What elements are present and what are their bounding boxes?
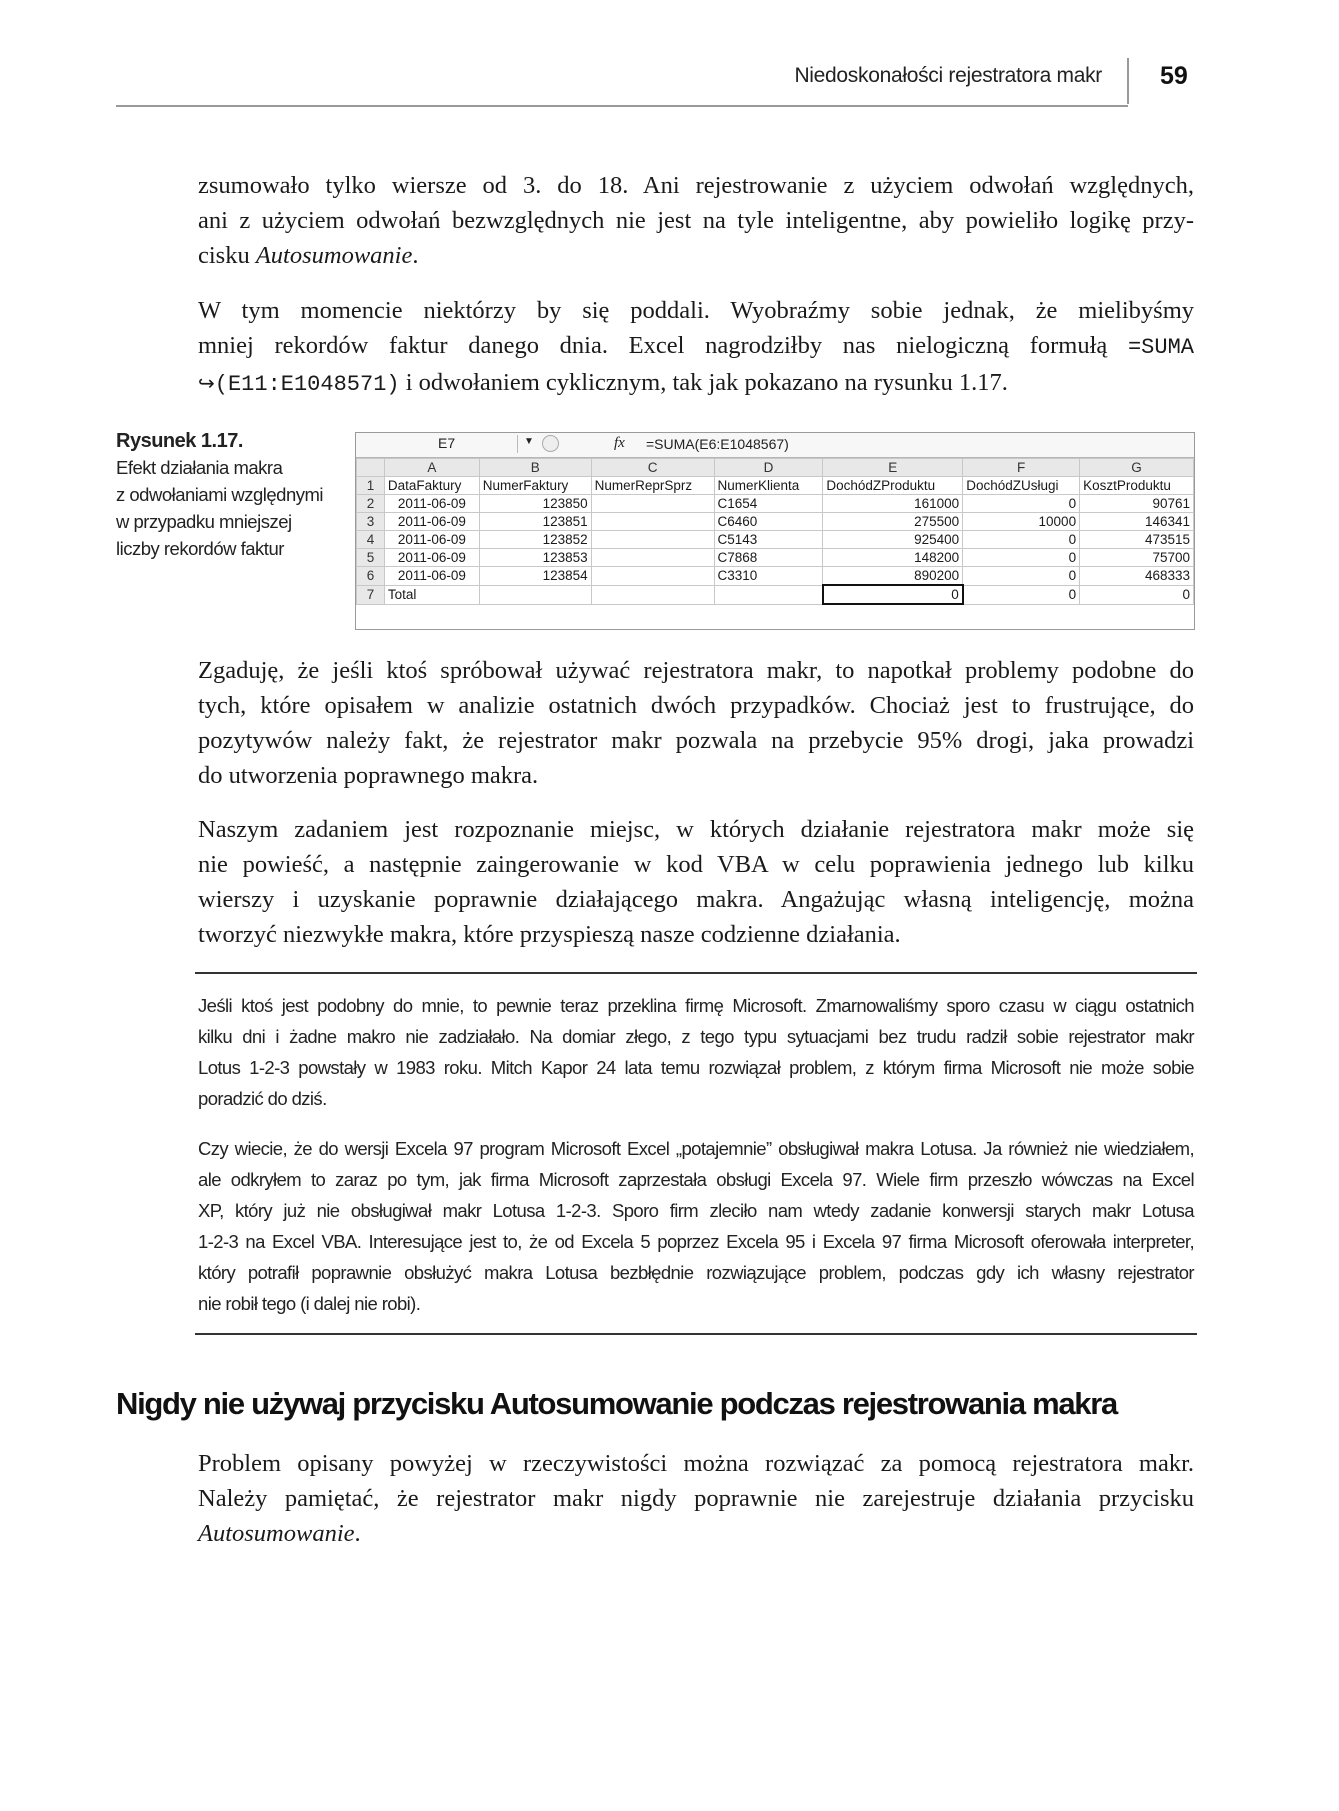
row-header: 6 (357, 567, 385, 586)
table-row (357, 531, 1194, 549)
note-line: nie robił tego (i dalej nie robi). (198, 1293, 421, 1314)
figure-number: Rysunek 1.17. (116, 430, 243, 452)
column-header: G (1080, 459, 1194, 477)
caption-line: z odwołaniami względnymi (116, 484, 324, 505)
table-cell: 0 (963, 567, 1080, 586)
note-paragraph-2 (198, 1133, 1194, 1319)
code-formula: =SUMA (1127, 335, 1194, 360)
paragraph-line: wierszy i uzyskanie poprawnie działającego makra. Angażując własną inteligencję, można (198, 886, 1194, 913)
note-bottom-rule (195, 1333, 1197, 1335)
active-cell: 0 (823, 585, 963, 604)
table-cell (591, 513, 714, 531)
table-cell: 161000 (823, 495, 963, 513)
autosum-term: Autosumowanie (198, 1520, 355, 1547)
page-number: 59 (1160, 62, 1188, 90)
table-cell: 2011-06-09 (384, 531, 479, 549)
paragraph-line: tych, które opisałem w analizie ostatnich dwóch przypadków. Chociaż jest to frustrujące, do (198, 692, 1194, 719)
row-header: 3 (357, 513, 385, 531)
table-row (357, 567, 1194, 586)
table-cell: 2011-06-09 (384, 549, 479, 567)
table-cell: C6460 (714, 513, 823, 531)
table-cell: 2011-06-09 (384, 495, 479, 513)
paragraph-line: Zgaduję, że jeśli ktoś spróbował używać rejestratora makr, to napotkał problemy podobne do (198, 657, 1194, 684)
caption-line: Efekt działania makra (116, 457, 283, 478)
paragraph-1 (198, 168, 1194, 273)
paragraph-line: tworzyć niezwykłe makra, które przyspieszą nasze codzienne działania. (198, 921, 901, 948)
note-line: Jeśli ktoś jest podobny do mnie, to pewnie teraz przeklina firmę Microsoft. Zmarnowaliśmy sporo czasu w ciągu ostatnich (198, 995, 1194, 1016)
table-cell: 473515 (1080, 531, 1194, 549)
column-header: D (714, 459, 823, 477)
row-header: 5 (357, 549, 385, 567)
table-cell: 123854 (479, 567, 591, 586)
table-cell (479, 585, 591, 604)
table-cell: KosztProduktu (1080, 477, 1194, 495)
header-divider (1127, 58, 1129, 104)
paragraph-line: pozytywów należy fakt, że rejestrator makr pozwala na przebycie 95% drogi, jaka prowadzi (198, 727, 1194, 754)
table-cell: 275500 (823, 513, 963, 531)
note-line: ale odkryłem to zaraz po tym, jak firma Microsoft zaprzestała obsługi Excela 97. Wiele firm przeszło wówczas na Excel (198, 1169, 1194, 1190)
table-cell: DataFaktury (384, 477, 479, 495)
paragraph-line: Naszym zadaniem jest rozpoznanie miejsc, w których działanie rejestratora makr może się (198, 816, 1194, 843)
chevron-down-icon: ▼ (524, 436, 534, 447)
table-cell: 925400 (823, 531, 963, 549)
paragraph-2 (198, 293, 1194, 402)
table-cell: 146341 (1080, 513, 1194, 531)
table-cell: 890200 (823, 567, 963, 586)
note-line: Czy wiecie, że do wersji Excela 97 program Microsoft Excel „potajemnie” obsługiwał makra Lotusa. Ja również nie wiedziałem, (198, 1138, 1194, 1159)
note-paragraph-1 (198, 990, 1194, 1114)
table-cell: 123851 (479, 513, 591, 531)
formula-bar (356, 433, 1194, 458)
note-line: 1-2-3 na Excel VBA. Interesujące jest to, że od Excela 5 poprzez Excela 95 i Excela 97 firma Microsoft oferowała interpreter, (198, 1231, 1194, 1252)
paragraph-line: ani z użyciem odwołań bezwzględnych nie jest na tyle inteligentne, aby powieliło logikę przy- (198, 207, 1194, 234)
table-cell: C5143 (714, 531, 823, 549)
table-row (357, 585, 1194, 604)
table-cell: DochódZProduktu (823, 477, 963, 495)
paragraph-3 (198, 653, 1194, 793)
select-all-corner (357, 459, 385, 477)
caption-line: liczby rekordów faktur (116, 538, 284, 559)
table-cell: NumerKlienta (714, 477, 823, 495)
note-line: poradzić do dziś. (198, 1088, 327, 1109)
paragraph-line: cisku Autosumowanie. (198, 242, 419, 269)
table-cell: 0 (963, 585, 1080, 604)
table-cell: 123853 (479, 549, 591, 567)
note-top-rule (195, 972, 1197, 974)
table-cell: 148200 (823, 549, 963, 567)
table-cell: 123850 (479, 495, 591, 513)
name-box: E7 (368, 435, 518, 453)
figure-caption (116, 428, 336, 562)
row-header: 4 (357, 531, 385, 549)
table-cell (714, 585, 823, 604)
function-icon: fx (614, 435, 625, 451)
note-line: XP, który już nie obsługiwał makr Lotusa 1-2-3. Sporo firm zleciło nam wtedy zadanie konwersji starych makr Lotusa (198, 1200, 1194, 1221)
running-header-title: Niedoskonałości rejestratora makr (794, 64, 1102, 87)
note-line: Lotus 1-2-3 powstały w 1983 roku. Mitch Kapor 24 lata temu rozwiązał problem, z którym firma Microsoft nie może sobie (198, 1057, 1194, 1078)
section-heading: Nigdy nie używaj przycisku Autosumowanie podczas rejestrowania makra (116, 1386, 1117, 1421)
table-cell: C7868 (714, 549, 823, 567)
table-cell: 90761 (1080, 495, 1194, 513)
table-row (357, 549, 1194, 567)
spreadsheet-figure (355, 432, 1195, 630)
table-cell: 468333 (1080, 567, 1194, 586)
table-cell (591, 495, 714, 513)
paragraph-line: mniej rekordów faktur danego dnia. Excel nagrodziłby nas nielogiczną formułą =SUMA (198, 332, 1194, 360)
table-cell (591, 585, 714, 604)
spreadsheet-grid (356, 458, 1194, 605)
table-cell: C3310 (714, 567, 823, 586)
table-cell: Total (384, 585, 479, 604)
table-cell (591, 567, 714, 586)
paragraph-line: ↪(E11:E1048571) i odwołaniem cyklicznym, tak jak pokazano na rysunku 1.17. (198, 369, 1008, 397)
table-cell: 0 (963, 531, 1080, 549)
table-cell: 0 (1080, 585, 1194, 604)
row-header: 7 (357, 585, 385, 604)
paragraph-line: W tym momencie niektórzy by się poddali. Wyobraźmy sobie jednak, że mielibyśmy (198, 297, 1194, 324)
column-header: F (963, 459, 1080, 477)
note-line: który potrafił poprawnie obsłużyć makra Lotusa bezbłędnie rozwiązujące problem, podczas gdy ich własny rejestrator (198, 1262, 1194, 1283)
row-header: 1 (357, 477, 385, 495)
section-paragraph (198, 1446, 1194, 1551)
table-cell: 75700 (1080, 549, 1194, 567)
caption-line: w przypadku mniejszej (116, 511, 292, 532)
table-cell (591, 531, 714, 549)
table-row (357, 495, 1194, 513)
header-rule (116, 105, 1128, 107)
table-cell: 0 (963, 549, 1080, 567)
code-range: (E11:E1048571) (214, 372, 400, 397)
column-header: B (479, 459, 591, 477)
autosum-term: Autosumowanie (255, 242, 413, 269)
column-header: E (823, 459, 963, 477)
paragraph-line: do utworzenia poprawnego makra. (198, 762, 539, 789)
paragraph-line: Problem opisany powyżej w rzeczywistości można rozwiązać za pomocą rejestratora makr. (198, 1450, 1194, 1477)
formula-text: =SUMA(E6:E1048567) (646, 436, 789, 452)
column-header: C (591, 459, 714, 477)
table-cell: 2011-06-09 (384, 567, 479, 586)
table-cell: NumerFaktury (479, 477, 591, 495)
table-cell: C1654 (714, 495, 823, 513)
circle-icon (542, 435, 559, 452)
table-cell (591, 549, 714, 567)
paragraph-line: Autosumowanie. (198, 1520, 361, 1547)
table-cell: DochódZUsługi (963, 477, 1080, 495)
table-row (357, 477, 1194, 495)
table-cell: 123852 (479, 531, 591, 549)
note-line: kilku dni i żadne makro nie zadziałało. Na domiar złego, z tego typu sytuacjami bez trudu radził sobie rejestrator makr (198, 1026, 1194, 1047)
table-cell: 10000 (963, 513, 1080, 531)
table-cell: NumerReprSprz (591, 477, 714, 495)
row-header: 2 (357, 495, 385, 513)
paragraph-line: Należy pamiętać, że rejestrator makr nigdy poprawnie nie zarejestruje działania przycisku (198, 1485, 1194, 1512)
paragraph-4 (198, 812, 1194, 952)
paragraph-line: zsumowało tylko wiersze od 3. do 18. Ani rejestrowanie z użyciem odwołań względnych, (198, 172, 1194, 199)
column-header: A (384, 459, 479, 477)
table-row (357, 513, 1194, 531)
paragraph-line: nie powieść, a następnie zaingerowanie w kod VBA w celu poprawienia jednego lub kilku (198, 851, 1194, 878)
table-cell: 0 (963, 495, 1080, 513)
line-continuation-icon: ↪ (198, 371, 215, 395)
table-cell: 2011-06-09 (384, 513, 479, 531)
